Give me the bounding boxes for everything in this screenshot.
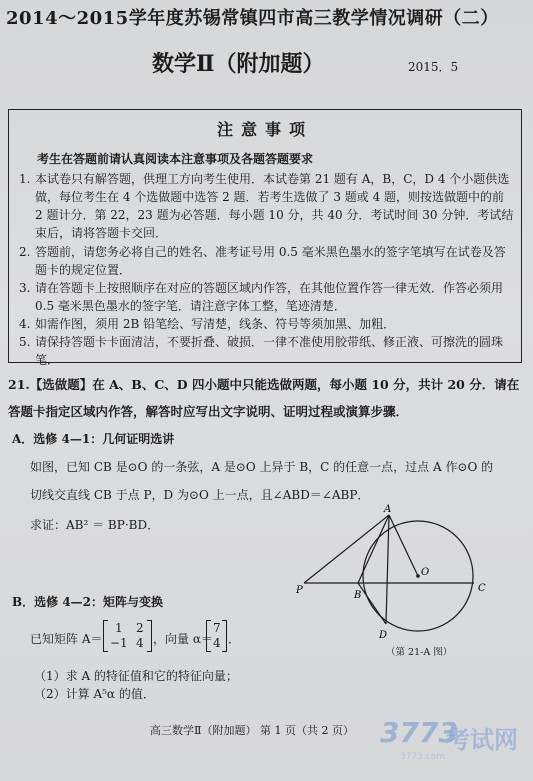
label-o: O [421, 567, 430, 578]
matrix-a [103, 620, 153, 652]
watermark-url: 3773.com [400, 752, 445, 762]
notice-box [8, 109, 522, 367]
matrix-cell: −1 [110, 636, 128, 650]
vector-bracket-right [222, 620, 227, 652]
section-a-line-1: 如图，已知 CB 是⊙O 的一条弦，A 是⊙O 上异于 B，C 的任意一点，过点 A 作⊙O 的 [30, 460, 494, 474]
matrix-cell: 4 [136, 636, 144, 650]
section-a-heading: A．选修 4—1：几何证明选讲 [12, 432, 175, 446]
notice-item-text: 本试卷只有解答题，供理工方向考生使用．本试卷第 21 题有 A，B，C，D 4 个小题供选做，每位考生在 4 个选做题中选答 2 题．若考生选做了 3 题或 4 题，则按选做题中的前 2 题计分．第 22，23 题为必答题．每小题 10 分，共 40 分．考试时间 30 分钟．考试结束后，请将答题卡交回． [35, 172, 514, 240]
matrix-cell: 2 [136, 621, 144, 635]
notice-item-number: 3. [19, 281, 31, 295]
vector-suffix: ． [228, 632, 241, 646]
notice-item-5 [19, 333, 515, 369]
notice-title: 注意事项 [216, 120, 313, 139]
section-a-line-3: 求证：AB² ＝ BP·BD． [30, 518, 160, 532]
vector-cell: 4 [213, 636, 221, 650]
label-c: C [478, 583, 486, 594]
label-b: B [354, 590, 362, 601]
notice-item-number: 4. [19, 317, 31, 331]
matrix-cell: 1 [115, 621, 123, 635]
figure-caption: （第 21-A 图） [386, 647, 453, 658]
vector-prefix: ，向量 α＝ [153, 632, 213, 646]
notice-item-text: 请在答题卡上按照顺序在对应的答题区域内作答，在其他位置作答一律无效．作答必须用 0.5 毫米黑色墨水的签字笔．请注意字体工整，笔迹清楚． [35, 281, 504, 313]
exam-title: 2014～2015学年度苏锡常镇四市高三教学情况调研（二） [6, 8, 499, 29]
notice-item-text: 请保持答题卡卡面清洁，不要折叠、破损．一律不准使用胶带纸、修正液、可擦洗的圆珠笔． [35, 335, 504, 367]
segment-ab [358, 515, 389, 583]
watermark-brand: 考试网 [446, 726, 518, 754]
question-21-instructions: 21.【选做题】在 A、B、C、D 四小题中只能选做两题，每小题 10 分，共计 20 分．请在答题卡指定区域内作答，解答时应写出文字说明、证明过程或演算步骤． [8, 377, 520, 419]
section-b-heading: B．选修 4—2：矩阵与变换 [12, 595, 164, 609]
tangent-pa [304, 515, 389, 583]
geometry-figure [296, 503, 496, 643]
sub-question-2: （2）计算 A⁵α 的值． [34, 687, 155, 701]
matrix-bracket-left [103, 620, 108, 652]
notice-item-3 [19, 279, 515, 315]
label-a: A [384, 504, 392, 515]
notice-item-1 [19, 170, 515, 242]
segment-ao [389, 515, 418, 576]
notice-item-2 [19, 243, 515, 279]
notice-item-number: 1. [19, 172, 31, 186]
notice-item-number: 5. [19, 335, 31, 349]
vector-bracket-left [206, 620, 211, 652]
notice-item-4 [19, 315, 515, 333]
vector-cell: 7 [213, 621, 221, 635]
page-footer: 高三数学Ⅱ（附加题） 第 1 页（共 2 页） [150, 724, 354, 737]
notice-item-text: 答题前，请您务必将自己的姓名、准考证号用 0.5 毫米黑色墨水的签字笔填写在试卷及答题卡的规定位置． [35, 245, 506, 277]
segment-bd [358, 583, 386, 624]
exam-date: 2015．5 [408, 60, 459, 74]
sub-question-1: （1）求 A 的特征值和它的特征向量； [34, 669, 238, 683]
subject-title: 数学Ⅱ（附加题） [152, 51, 325, 77]
matrix-prefix: 已知矩阵 A＝ [30, 632, 103, 646]
notice-item-text: 如需作图，须用 2B 铅笔绘、写清楚，线条、符号等须加黑、加粗． [35, 317, 396, 331]
vector-alpha [206, 620, 228, 652]
notice-item-number: 2. [19, 245, 31, 259]
watermark-number: 3773 [380, 716, 458, 749]
label-d: D [379, 630, 388, 641]
label-p: P [296, 585, 303, 596]
section-a-line-2: 切线交直线 CB 于点 P，D 为⊙O 上一点，且∠ABD＝∠ABP． [30, 488, 370, 502]
notice-intro: 考生在答题前请认真阅读本注意事项及各题答题要求 [37, 152, 314, 166]
matrix-bracket-right [147, 620, 152, 652]
point-o [416, 574, 420, 578]
